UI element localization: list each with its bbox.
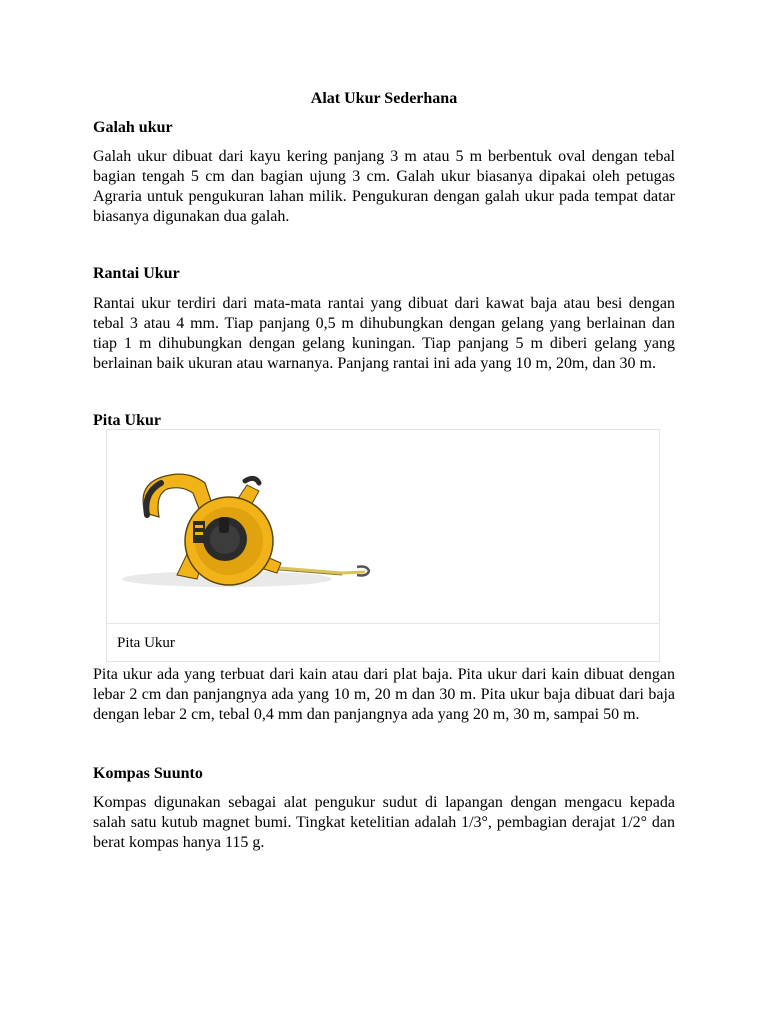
measuring-tape-reel-icon — [117, 455, 372, 595]
paragraph-kompas-suunto: Kompas digunakan sebagai alat pengukur sudut di lapangan dengan mengacu kepada salah satu kutub magnet bumi. Tingkat ketelitian adalah 1/3°, pembagian derajat 1/2° dan berat kompas hanya 115 g. — [93, 794, 675, 851]
paragraph-galah-ukur: Galah ukur dibuat dari kayu kering panjang 3 m atau 5 m berbentuk oval dengan tebal bagian tengah 5 cm dan bagian ujung 3 cm. Galah ukur biasanya dipakai oleh petugas Agraria untuk pengukuran lahan milik. Pengukuran dengan galah ukur pada tempat datar biasanya digunakan dua galah. — [93, 148, 675, 225]
heading-galah-ukur: Galah ukur — [93, 119, 173, 136]
heading-rantai-ukur: Rantai Ukur — [93, 265, 180, 282]
figure-caption: Pita Ukur — [117, 635, 175, 651]
figure-divider — [107, 623, 659, 624]
heading-pita-ukur: Pita Ukur — [93, 412, 161, 429]
heading-kompas-suunto: Kompas Suunto — [93, 765, 203, 782]
document-title: Alat Ukur Sederhana — [310, 90, 458, 107]
paragraph-pita-ukur: Pita ukur ada yang terbuat dari kain atau dari plat baja. Pita ukur dari kain dibuat dengan lebar 2 cm dan panjangnya ada yang 10 m, 20 m dan 30 m. Pita ukur baja dibuat dari baja dengan lebar 2 cm, tebal 0,4 mm dan panjangnya ada yang 20 m, 30 m, sampai 50 m. — [93, 666, 675, 723]
figure-pita-ukur — [106, 429, 660, 662]
paragraph-rantai-ukur: Rantai ukur terdiri dari mata-mata rantai yang dibuat dari kawat baja atau besi dengan tebal 3 atau 4 mm. Tiap panjang 0,5 m dihubungkan dengan gelang yang berlainan dan tiap 1 m dihubungkan dengan gelang kuningan. Tiap panjang 5 m diberi gelang yang berlainan baik ukuran atau warnanya. Panjang rantai ini ada yang 10 m, 20m, dan 30 m. — [93, 295, 675, 372]
